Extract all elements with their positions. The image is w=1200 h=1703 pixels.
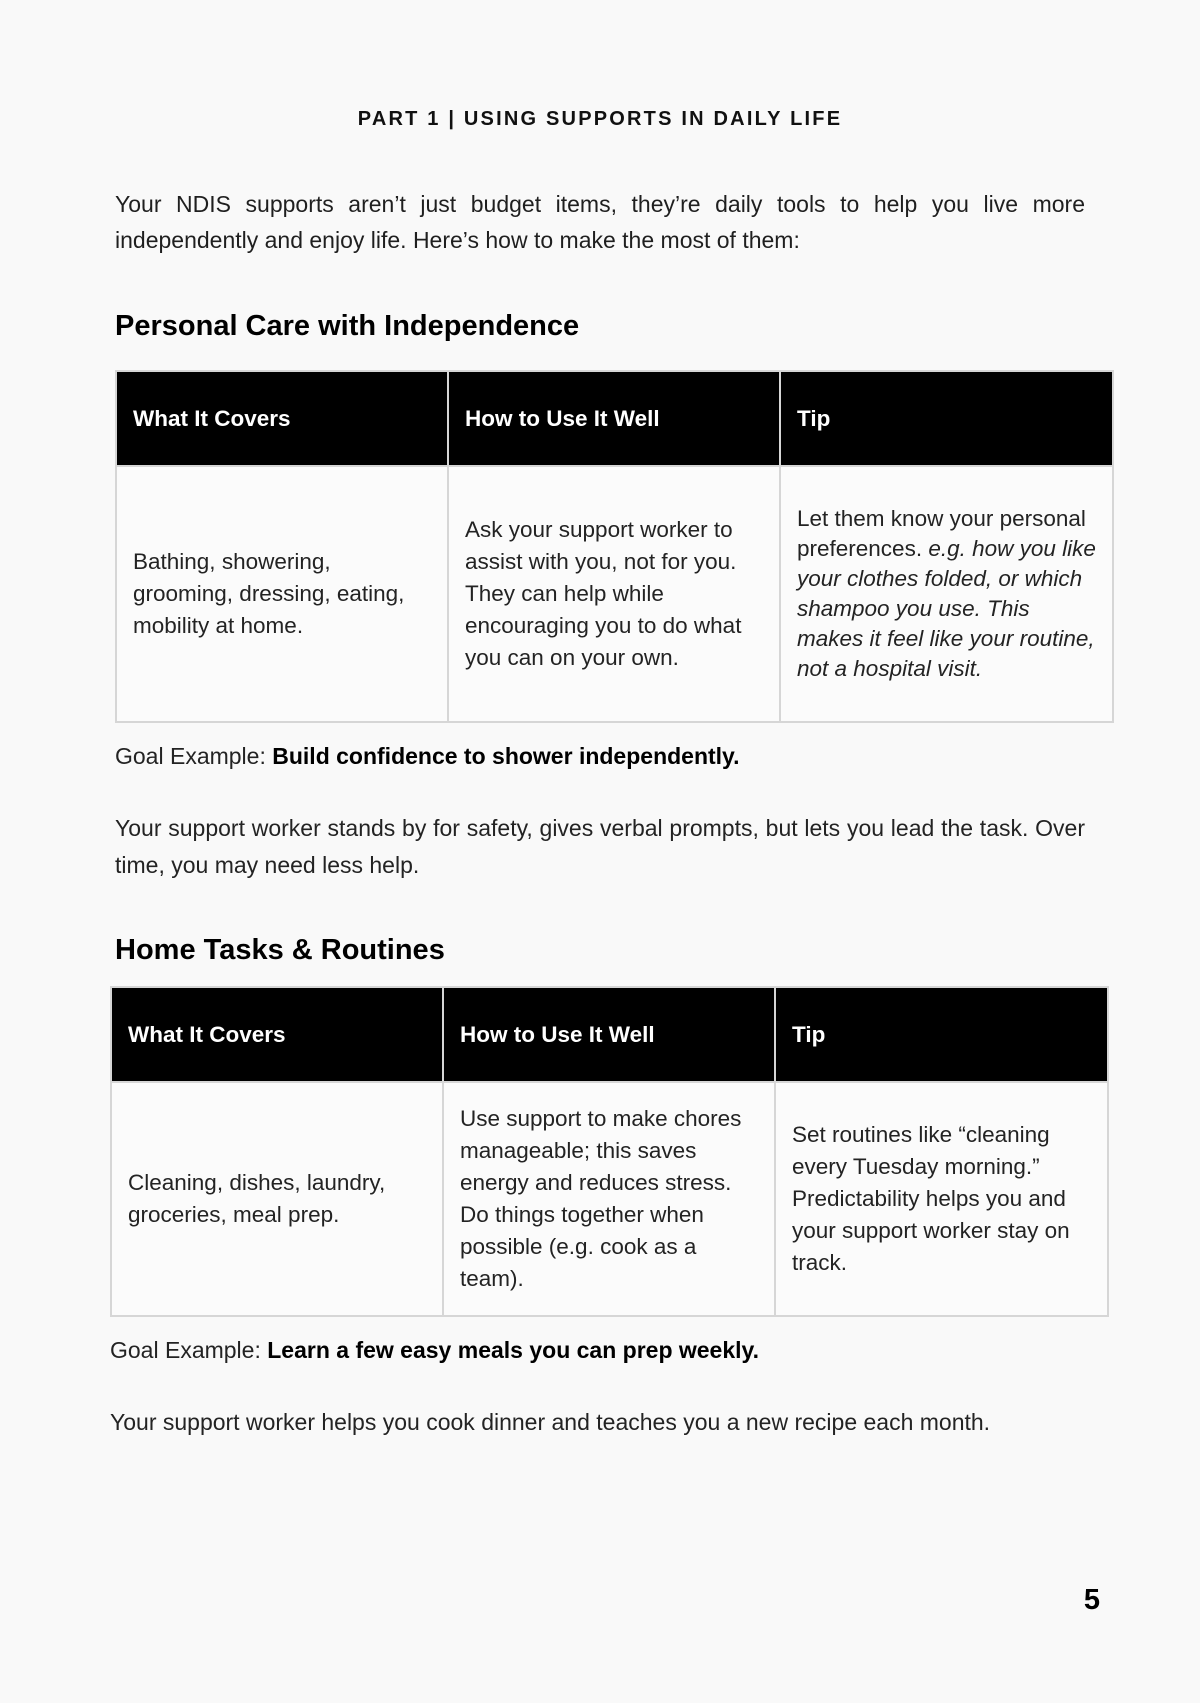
page-header: PART 1 | USING SUPPORTS IN DAILY LIFE <box>357 108 843 130</box>
goal-description: Your support worker stands by for safety, gives verbal prompts, but lets you lead the task. Over time, you may need less help. <box>115 815 1085 878</box>
home-tasks-table <box>110 986 1109 1317</box>
section-title-personal-care: Personal Care with Independence <box>115 310 580 342</box>
column-header-use: How to Use It Well <box>443 987 775 1082</box>
personal-care-table <box>115 370 1114 723</box>
column-header-tip: Tip <box>780 371 1113 466</box>
cell-covers: Bathing, showering, grooming, dressing, eating, mobility at home. <box>116 466 448 722</box>
goal-example <box>115 743 740 770</box>
table-header-row <box>116 371 1113 466</box>
table-row <box>116 466 1113 722</box>
goal-label: Goal Example: <box>110 1337 261 1363</box>
goal-description: Your support worker helps you cook dinner and teaches you a new recipe each month. <box>110 1409 991 1435</box>
section-title-home-tasks: Home Tasks & Routines <box>115 934 445 966</box>
cell-use: Use support to make chores manageable; this saves energy and reduces stress. Do things together when possible (e.g. cook as a team). <box>443 1082 775 1316</box>
goal-text: Learn a few easy meals you can prep weekly. <box>267 1337 760 1363</box>
cell-tip <box>780 466 1113 722</box>
goal-text: Build confidence to shower independently. <box>272 743 740 769</box>
column-header-tip: Tip <box>775 987 1108 1082</box>
page-number: 5 <box>1083 1584 1100 1616</box>
cell-covers: Cleaning, dishes, laundry, groceries, meal prep. <box>111 1082 443 1316</box>
tip-text: Let them know your personal preferences. <box>797 506 1086 561</box>
cell-tip: Set routines like “cleaning every Tuesday morning.” Predictability helps you and your support worker stay on track. <box>775 1082 1108 1316</box>
intro-paragraph: Your NDIS supports aren’t just budget items, they’re daily tools to help you live more independently and enjoy life. Here’s how to make the most of them: <box>115 191 1085 253</box>
table-header-row <box>111 987 1108 1082</box>
cell-use: Ask your support worker to assist with you, not for you. They can help while encouraging you to do what you can on your own. <box>448 466 780 722</box>
column-header-use: How to Use It Well <box>448 371 780 466</box>
table-row <box>111 1082 1108 1316</box>
goal-example <box>110 1337 759 1364</box>
column-header-covers: What It Covers <box>116 371 448 466</box>
tip-example: e.g. how you like your clothes folded, or which shampoo you use. This makes it feel like your routine, not a hospital visit. <box>797 536 1096 681</box>
column-header-covers: What It Covers <box>111 987 443 1082</box>
goal-label: Goal Example: <box>115 743 266 769</box>
